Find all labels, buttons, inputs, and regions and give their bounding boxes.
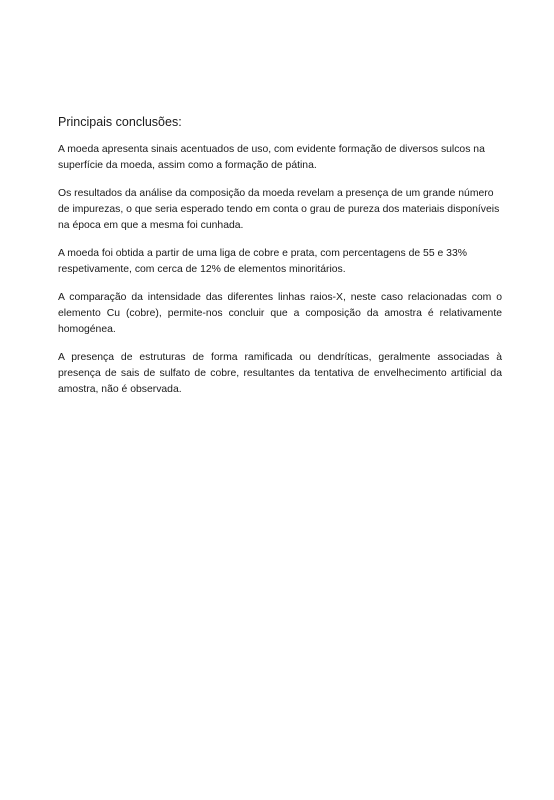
paragraph-alloy: A moeda foi obtida a partir de uma liga de cobre e prata, com percentagens de 55 e 33% respetivamente, com cerca de 12% de elementos minoritários. <box>58 248 467 275</box>
document-page <box>58 114 502 410</box>
section-heading: Principais conclusões: <box>58 115 182 129</box>
paragraph-impurities: Os resultados da análise da composição da moeda revelam a presença de um grande número de impurezas, o que seria esperado tendo em conta o grau de pureza dos materiais disponíveis na época em que a mesma foi cunhada. <box>58 188 500 231</box>
paragraph-wear: A moeda apresenta sinais acentuados de uso, com evidente formação de diversos sulcos na superfície da moeda, assim como a formação de pátina. <box>58 144 485 171</box>
paragraph-dendritic: A presença de estruturas de forma ramificada ou dendríticas, geralmente associadas à presença de sais de sulfato de cobre, resultantes da tentativa de envelhecimento artificial da amostra, não é observada. <box>58 352 502 395</box>
paragraph-xray: A comparação da intensidade das diferentes linhas raios-X, neste caso relacionadas com o elemento Cu (cobre), permite-nos concluir que a composição da amostra é relativamente homogénea. <box>58 292 502 335</box>
